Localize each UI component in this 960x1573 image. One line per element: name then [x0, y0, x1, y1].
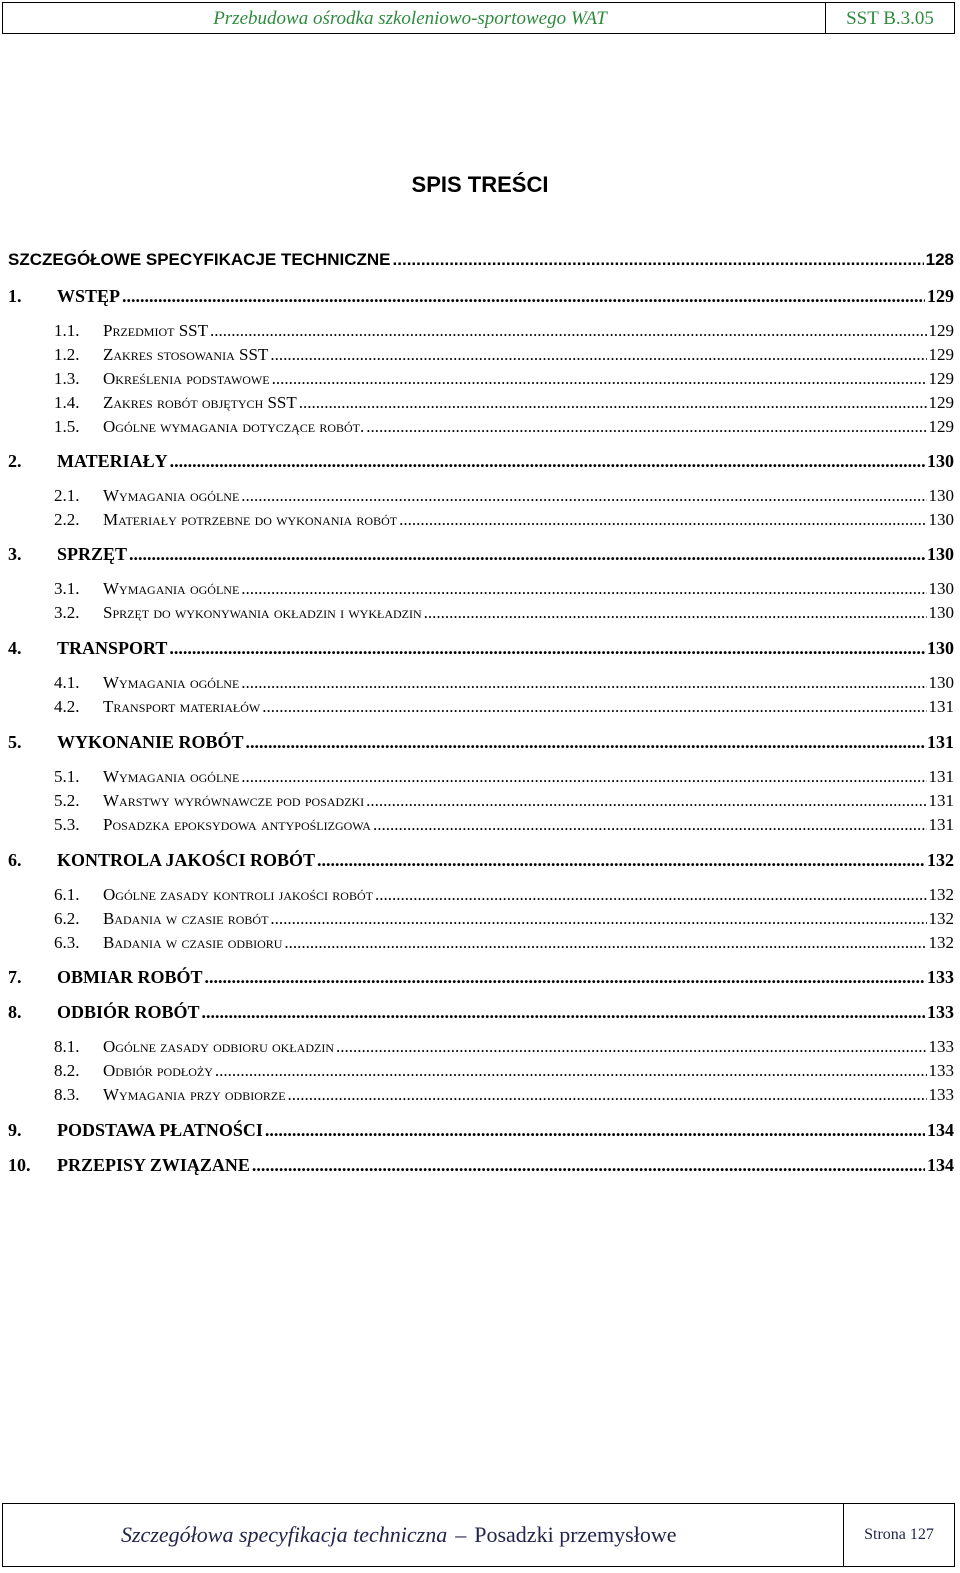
toc-leader-dots — [252, 1155, 925, 1176]
toc-entry[interactable] — [8, 732, 954, 753]
toc-entry-page: 132 — [928, 909, 954, 928]
toc-entry-page: 129 — [927, 286, 954, 306]
toc-entry-title: Wymagania ogólne — [103, 673, 240, 692]
toc-entry-number: 2. — [8, 451, 22, 471]
toc-leader-dots — [205, 967, 925, 988]
footer-right-text: Posadzki przemysłowe — [474, 1522, 677, 1547]
toc-entry-number: 1.2. — [54, 345, 80, 364]
toc-entry-title: WYKONANIE ROBÓT — [57, 732, 244, 752]
toc-entry-number: 9. — [8, 1120, 22, 1140]
toc-entry-page: 130 — [927, 451, 954, 471]
toc-entry-title: Warstwy wyrównawcze pod posadzki — [103, 791, 365, 810]
toc-leader-dots — [241, 579, 926, 599]
toc-entry-number: 2.1. — [54, 486, 80, 505]
toc-entry-number: 6.2. — [54, 909, 80, 928]
toc-entry[interactable] — [8, 1061, 954, 1081]
toc-entry-number: 1.3. — [54, 369, 80, 388]
page-footer — [2, 1503, 955, 1567]
toc-entry[interactable] — [8, 369, 954, 389]
toc-entry-number: 8.1. — [54, 1037, 80, 1056]
toc-entry-title: Ogólne wymagania dotyczące robót. — [103, 417, 365, 436]
toc-entry-number: 6. — [8, 850, 22, 870]
toc-entry[interactable] — [8, 909, 954, 929]
toc-entry-number: 4.2. — [54, 697, 80, 716]
toc-entry[interactable] — [8, 1155, 954, 1176]
toc-leader-dots — [169, 638, 925, 659]
footer-left-text: Szczegółowa specyfikacja techniczna — [121, 1522, 448, 1547]
toc-leader-dots — [288, 1085, 927, 1105]
toc-entry-title: Wymagania ogólne — [103, 486, 240, 505]
toc-entry-page: 131 — [928, 767, 954, 786]
toc-entry-page: 129 — [928, 417, 954, 436]
toc-leader-dots — [317, 850, 925, 871]
toc-entry-page: 131 — [928, 791, 954, 810]
toc-entry-number: 2.2. — [54, 510, 80, 529]
toc-entry[interactable] — [8, 885, 954, 905]
toc-entry-number: 6.1. — [54, 885, 80, 904]
toc-entry-title: OBMIAR ROBÓT — [57, 967, 203, 987]
toc-entry-number: 3. — [8, 544, 22, 564]
toc-leader-dots — [210, 321, 927, 341]
toc-leader-dots — [129, 544, 925, 565]
toc-entry-title: Ogólne zasady kontroli jakości robót — [103, 885, 373, 904]
toc-entry-number: 1.5. — [54, 417, 80, 436]
toc-leader-dots — [215, 1061, 927, 1081]
toc-entry-page: 129 — [928, 369, 954, 388]
toc-entry-page: 134 — [927, 1120, 954, 1140]
toc-entry[interactable] — [8, 417, 954, 437]
footer-page-number: Strona 127 — [864, 1526, 934, 1543]
toc-entry-number: 5.1. — [54, 767, 80, 786]
toc-entry-page: 133 — [928, 1085, 954, 1104]
toc-entry-page: 130 — [928, 510, 954, 529]
toc-entry-page: 131 — [928, 697, 954, 716]
toc-entry-title: KONTROLA JAKOŚCI ROBÓT — [57, 850, 316, 870]
toc-entry[interactable] — [8, 967, 954, 988]
toc-entry-number: 8.3. — [54, 1085, 80, 1104]
toc-entry-page: 131 — [928, 815, 954, 834]
toc-entry[interactable] — [8, 250, 954, 270]
page-header — [2, 2, 955, 34]
toc-entry[interactable] — [8, 767, 954, 787]
toc-entry-number: 8.2. — [54, 1061, 80, 1080]
toc-entry-page: 129 — [928, 393, 954, 412]
toc-entry[interactable] — [8, 638, 954, 659]
toc-entry-title: Wymagania ogólne — [103, 767, 240, 786]
toc-leader-dots — [366, 417, 926, 437]
toc-entry-title: ODBIÓR ROBÓT — [57, 1002, 200, 1022]
toc-entry-number: 3.1. — [54, 579, 80, 598]
toc-entry-number: 1. — [8, 286, 22, 306]
toc-entry-number: 7. — [8, 967, 22, 987]
toc-entry-page: 130 — [928, 486, 954, 505]
toc-entry-title: PRZEPISY ZWIĄZANE — [57, 1155, 250, 1175]
toc-entry-number: 4.1. — [54, 673, 80, 692]
toc-entry-number: 1.4. — [54, 393, 80, 412]
toc-entry[interactable] — [8, 673, 954, 693]
toc-entry-page: 130 — [928, 579, 954, 598]
toc-entry-title: Ogólne zasady odbioru okładzin — [103, 1037, 335, 1056]
toc-entry-title: TRANSPORT — [57, 638, 168, 658]
toc-entry-page: 130 — [927, 544, 954, 564]
toc-entry-title: Zakres robót objętych SST — [103, 393, 297, 412]
footer-dash: – — [455, 1522, 467, 1547]
toc-leader-dots — [265, 1120, 925, 1141]
toc-entry[interactable] — [8, 393, 954, 413]
toc-entry[interactable] — [8, 1037, 954, 1057]
toc-leader-dots — [241, 673, 926, 693]
toc-entry-page: 132 — [927, 850, 954, 870]
toc-leader-dots — [375, 885, 927, 905]
toc-heading: SPIS TREŚCI — [411, 172, 549, 197]
toc-entry[interactable] — [8, 815, 954, 835]
toc-leader-dots — [270, 345, 926, 365]
toc-entry-page: 134 — [927, 1155, 954, 1175]
toc-entry-title: SPRZĘT — [57, 544, 128, 564]
toc-entry-title: Odbiór podłoży — [103, 1061, 213, 1080]
toc-entry[interactable] — [8, 933, 954, 953]
toc-entry-title: WSTĘP — [57, 286, 121, 306]
toc-entry-title: Badania w czasie odbioru — [103, 933, 283, 952]
toc-leader-dots — [424, 603, 927, 623]
footer-title — [3, 1504, 844, 1566]
toc-entry-title: SZCZEGÓŁOWE SPECYFIKACJE TECHNICZNE — [8, 250, 391, 269]
toc-entry[interactable] — [8, 321, 954, 341]
toc-leader-dots — [399, 510, 926, 530]
toc-entry-title: Badania w czasie robót — [103, 909, 269, 928]
toc-leader-dots — [122, 286, 925, 307]
toc-entry-number: 10. — [8, 1155, 31, 1175]
toc-entry[interactable] — [8, 451, 954, 472]
toc-leader-dots — [373, 815, 927, 835]
toc-entry-number: 5. — [8, 732, 22, 752]
toc-entry-title: MATERIAŁY — [57, 451, 168, 471]
toc-entry-title: Materiały potrzebne do wykonania robót — [103, 510, 398, 529]
toc-entry-page: 129 — [928, 345, 954, 364]
toc-leader-dots — [284, 933, 926, 953]
toc-leader-dots — [336, 1037, 926, 1057]
toc-entry-page: 128 — [925, 250, 954, 269]
toc-entry-page: 131 — [927, 732, 954, 752]
toc-entry-page: 133 — [928, 1037, 954, 1056]
toc-entry[interactable] — [8, 1002, 954, 1023]
toc-entry-title: Przedmiot SST — [103, 321, 208, 340]
toc-entry-number: 1.1. — [54, 321, 80, 340]
toc-entry[interactable] — [8, 697, 954, 717]
toc-entry-title: Wymagania ogólne — [103, 579, 240, 598]
toc-leader-dots — [270, 909, 926, 929]
toc-leader-dots — [393, 250, 924, 270]
header-code: SST B.3.05 — [846, 7, 934, 29]
toc-entry[interactable] — [8, 603, 954, 623]
toc-leader-dots — [241, 486, 926, 506]
toc-entry-page: 130 — [928, 603, 954, 622]
toc-entry-number: 3.2. — [54, 603, 80, 622]
toc-leader-dots — [202, 1002, 925, 1023]
toc-entry[interactable] — [8, 850, 954, 871]
toc-entry[interactable] — [8, 1120, 954, 1141]
toc-entry-title: PODSTAWA PŁATNOŚCI — [57, 1120, 263, 1140]
toc-entry-page: 130 — [927, 638, 954, 658]
toc-leader-dots — [241, 767, 926, 787]
toc-entry-page: 133 — [928, 1061, 954, 1080]
toc-entry[interactable] — [8, 791, 954, 811]
toc-entry-title: Wymagania przy odbiorze — [103, 1085, 286, 1104]
toc-entry-page: 133 — [927, 1002, 954, 1022]
toc-entry[interactable] — [8, 579, 954, 599]
toc-leader-dots — [366, 791, 926, 811]
header-title: Przebudowa ośrodka szkoleniowo-sportowego WAT — [3, 3, 826, 33]
toc-entry[interactable] — [8, 510, 954, 530]
toc-entry-title: Transport materiałów — [103, 697, 261, 716]
toc-entry-title: Posadzka epoksydowa antypoślizgowa — [103, 815, 371, 834]
toc-leader-dots — [299, 393, 927, 413]
toc-entry-page: 132 — [928, 933, 954, 952]
toc-entry-page: 130 — [928, 673, 954, 692]
toc-entry-number: 5.3. — [54, 815, 80, 834]
toc-entry-page: 133 — [927, 967, 954, 987]
toc-entry[interactable] — [8, 286, 954, 307]
toc-entry-number: 4. — [8, 638, 22, 658]
toc-leader-dots — [170, 451, 925, 472]
toc-entry-page: 132 — [928, 885, 954, 904]
toc-entry-title: Zakres stosowania SST — [103, 345, 269, 364]
toc-entry[interactable] — [8, 544, 954, 565]
toc-entry[interactable] — [8, 345, 954, 365]
toc-leader-dots — [262, 697, 926, 717]
toc-leader-dots — [272, 369, 927, 389]
toc-leader-dots — [246, 732, 925, 753]
toc-entry[interactable] — [8, 486, 954, 506]
toc-entry-title: Określenia podstawowe — [103, 369, 270, 388]
toc-entry-number: 8. — [8, 1002, 22, 1022]
toc-entry-title: Sprzęt do wykonywania okładzin i wykładzin — [103, 603, 422, 622]
toc-entry-number: 6.3. — [54, 933, 80, 952]
toc-entry[interactable] — [8, 1085, 954, 1105]
toc-entry-number: 5.2. — [54, 791, 80, 810]
toc-entry-page: 129 — [928, 321, 954, 340]
